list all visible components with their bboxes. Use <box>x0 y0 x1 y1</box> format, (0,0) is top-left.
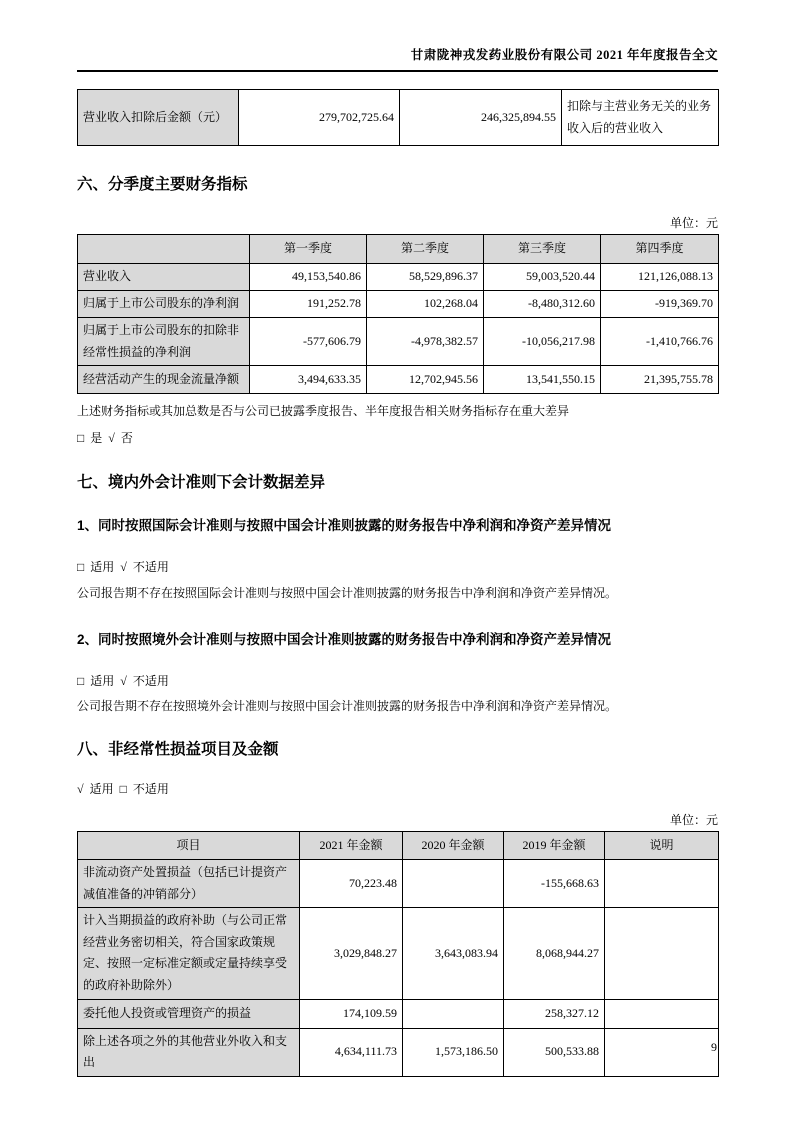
applicability-choice <box>77 672 718 689</box>
table-row <box>78 264 719 291</box>
header-2021-cell: 2021 年金额 <box>300 831 403 859</box>
note-cell <box>605 908 719 999</box>
q3-cell: 59,003,520.44 <box>484 264 601 291</box>
not-applicable-label: 不适用 <box>132 674 169 689</box>
section7-sub1-title: 1、同时按照国际会计准则与按照中国会计准则披露的财务报告中净利润和净资产差异情况 <box>77 517 612 533</box>
no-label: 否 <box>120 430 133 445</box>
header-q2-cell: 第二季度 <box>367 235 484 264</box>
amount-2020-cell <box>403 859 504 907</box>
check-icon: √ <box>108 430 115 445</box>
document-header-title: 甘肃陇神戎发药业股份有限公司 2021 年年度报告全文 <box>77 45 718 72</box>
q1-cell: 49,153,540.86 <box>250 264 367 291</box>
quarterly-indicators-table <box>77 234 719 394</box>
unit-label: 单位：元 <box>669 812 718 827</box>
amount-2019-cell: 258,327.12 <box>504 999 605 1028</box>
q2-cell: 58,529,896.37 <box>367 264 484 291</box>
row-label-cell: 除上述各项之外的其他营业外收入和支出 <box>78 1028 300 1076</box>
note-cell: 扣除与主营业务无关的业务收入后的营业收入 <box>562 90 719 146</box>
applicability-choice <box>77 558 718 575</box>
table-row <box>78 999 719 1028</box>
revenue-deduction-table <box>77 89 719 146</box>
amount-2020-cell: 3,643,083.94 <box>403 908 504 999</box>
table-row <box>78 908 719 999</box>
table-row <box>78 1028 719 1076</box>
amount-2021-cell: 279,702,725.64 <box>239 90 400 146</box>
amount-2021-cell: 4,634,111.73 <box>300 1028 403 1076</box>
applicable-label: 适用 <box>89 781 114 796</box>
table-row <box>78 291 719 318</box>
row-label-cell: 非流动资产处置损益（包括已计提资产减值准备的冲销部分） <box>78 859 300 907</box>
q4-cell: -919,369.70 <box>601 291 719 318</box>
checkbox-unchecked-icon: □ <box>77 559 85 574</box>
header-note-cell: 说明 <box>605 831 719 859</box>
row-label-cell: 归属于上市公司股东的净利润 <box>78 291 250 318</box>
section7-sub2-title: 2、同时按照境外会计准则与按照中国会计准则披露的财务报告中净利润和净资产差异情况 <box>77 632 612 648</box>
amount-2019-cell: 500,533.88 <box>504 1028 605 1076</box>
q3-cell: -8,480,312.60 <box>484 291 601 318</box>
check-icon: √ <box>77 781 84 796</box>
checkbox-unchecked-icon: □ <box>119 781 127 796</box>
amount-2021-cell: 70,223.48 <box>300 859 403 907</box>
q3-cell: 13,541,550.15 <box>484 366 601 394</box>
applicable-label: 适用 <box>90 559 115 574</box>
header-q1-cell: 第一季度 <box>250 235 367 264</box>
amount-2019-cell: -155,668.63 <box>504 859 605 907</box>
note-cell <box>605 999 719 1028</box>
applicability-choice <box>77 780 718 797</box>
check-icon: √ <box>120 674 127 689</box>
check-icon: √ <box>120 559 127 574</box>
row-label-cell: 计入当期损益的政府补助（与公司正常经营业务密切相关，符合国家政策规定、按照一定标准定额或定量持续享受的政府补助除外） <box>78 908 300 999</box>
q1-cell: 3,494,633.35 <box>250 366 367 394</box>
table-header-row <box>78 831 719 859</box>
row-label-cell: 归属于上市公司股东的扣除非经常性损益的净利润 <box>78 318 250 366</box>
header-2020-cell: 2020 年金额 <box>403 831 504 859</box>
table-row <box>78 90 719 146</box>
checkbox-unchecked-icon: □ <box>77 430 85 445</box>
q4-cell: 21,395,755.78 <box>601 366 719 394</box>
amount-2020-cell: 1,573,186.50 <box>403 1028 504 1076</box>
amount-2020-cell: 246,325,894.55 <box>400 90 562 146</box>
header-blank-cell <box>78 235 250 264</box>
q1-cell: -577,606.79 <box>250 318 367 366</box>
yes-no-choice <box>77 429 718 446</box>
table-row <box>78 366 719 394</box>
amount-2021-cell: 3,029,848.27 <box>300 908 403 999</box>
q3-cell: -10,056,217.98 <box>484 318 601 366</box>
row-label-cell: 营业收入 <box>78 264 250 291</box>
q2-cell: -4,978,382.57 <box>367 318 484 366</box>
header-q4-cell: 第四季度 <box>601 235 719 264</box>
section7-sub1-statement: 公司报告期不存在按照国际会计准则与按照中国会计准则披露的财务报告中净利润和净资产差异情况。 <box>77 585 618 600</box>
row-label-cell: 委托他人投资或管理资产的损益 <box>78 999 300 1028</box>
section8-title: 八、非经常性损益项目及金额 <box>77 740 279 758</box>
table-header-row <box>78 235 719 264</box>
section7-sub2-statement: 公司报告期不存在按照境外会计准则与按照中国会计准则披露的财务报告中净利润和净资产差异情况。 <box>77 699 618 714</box>
q2-cell: 12,702,945.56 <box>367 366 484 394</box>
table-row <box>78 859 719 907</box>
header-2019-cell: 2019 年金额 <box>504 831 605 859</box>
q4-cell: -1,410,766.76 <box>601 318 719 366</box>
q1-cell: 191,252.78 <box>250 291 367 318</box>
unit-label: 单位：元 <box>669 216 718 230</box>
table-row <box>78 318 719 366</box>
not-applicable-label: 不适用 <box>132 781 169 796</box>
row-label-cell: 经营活动产生的现金流量净额 <box>78 366 250 394</box>
section6-title: 六、分季度主要财务指标 <box>77 176 248 193</box>
quarterly-difference-question: 上述财务指标或其加总数是否与公司已披露季度报告、半年度报告相关财务指标存在重大差异 <box>77 404 570 419</box>
section7-title: 七、境内外会计准则下会计数据差异 <box>77 473 326 491</box>
note-cell <box>605 1028 719 1076</box>
note-cell <box>605 859 719 907</box>
yes-label: 是 <box>90 430 103 445</box>
not-applicable-label: 不适用 <box>132 559 169 574</box>
amount-2021-cell: 174,109.59 <box>300 999 403 1028</box>
amount-2019-cell: 8,068,944.27 <box>504 908 605 999</box>
checkbox-unchecked-icon: □ <box>77 674 85 689</box>
q2-cell: 102,268.04 <box>367 291 484 318</box>
non-recurring-items-table <box>77 831 719 1077</box>
header-item-cell: 项目 <box>78 831 300 859</box>
amount-2020-cell <box>403 999 504 1028</box>
page-number: 9 <box>711 1040 717 1054</box>
header-q3-cell: 第三季度 <box>484 235 601 264</box>
q4-cell: 121,126,088.13 <box>601 264 719 291</box>
row-label-cell: 营业收入扣除后金额（元） <box>78 90 239 146</box>
applicable-label: 适用 <box>90 674 115 689</box>
